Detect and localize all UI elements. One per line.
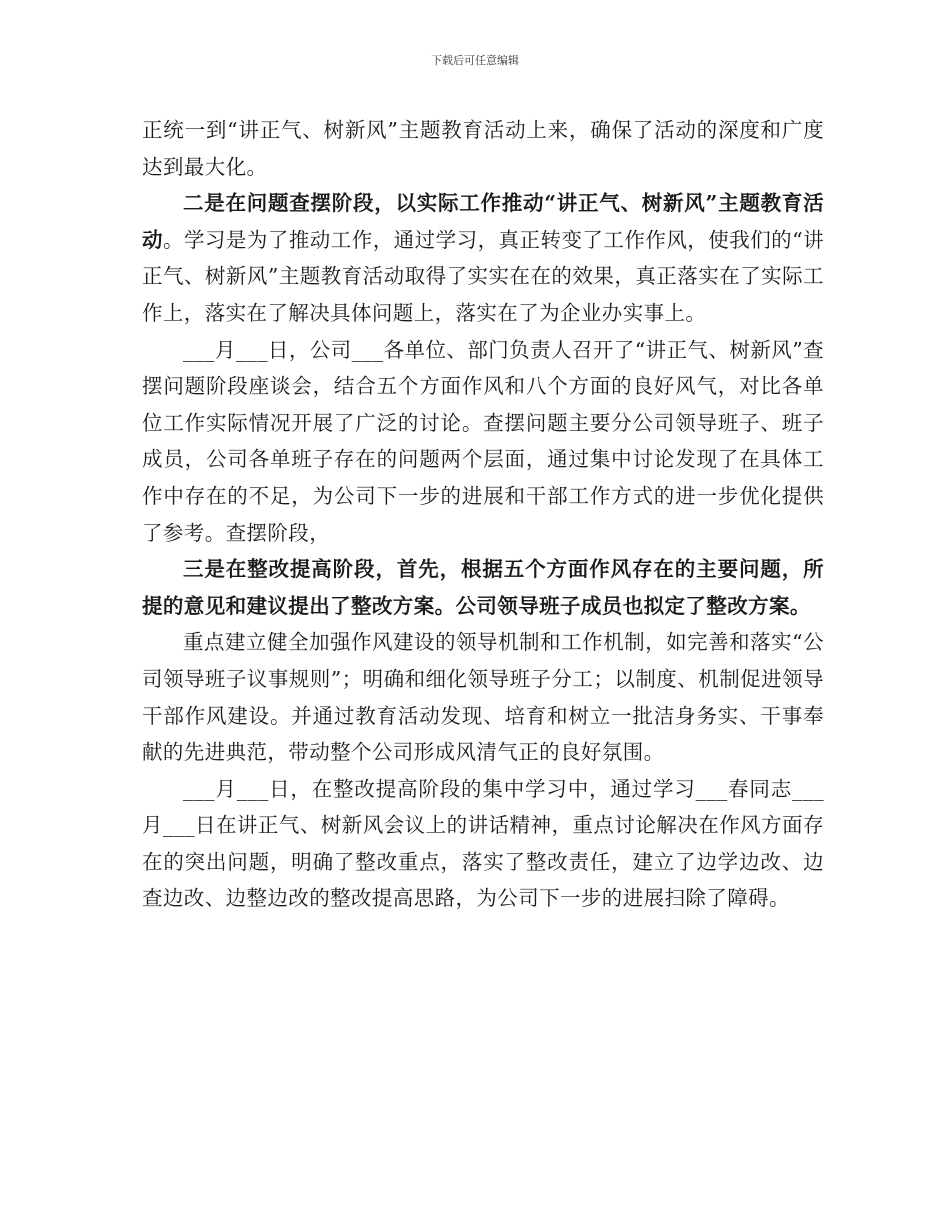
paragraph-2 xyxy=(142,185,824,331)
paragraph-text: 重点建立健全加强作风建设的领导机制和工作机制，如完善和落实“公司领导班子议事规则”；明确和细化领导班子分工；以制度、机制促进领导干部作风建设。并通过教育活动发现、培育和树立一批洁身务实、干事奉献的先进典范，带动整个公司形成风清气正的良好氛围。 xyxy=(142,630,824,765)
paragraph-text: 正统一到“讲正气、树新风”主题教育活动上来，确保了活动的深度和广度达到最大化。 xyxy=(142,118,824,179)
paragraph-5 xyxy=(142,624,824,770)
paragraph-text: ___月___日，公司___各单位、部门负责人召开了“讲正气、树新风”查摆问题阶段座谈会，结合五个方面作风和八个方面的良好风气，对比各单位工作实际情况开展了广泛的讨论。查摆问题主要分公司领导班子、班子成员，公司各单班子存在的问题两个层面，通过集中讨论发现了在具体工作中存在的不足，为公司下一步的进展和干部工作方式的进一步优化提供了参考。查摆阶段， xyxy=(142,337,824,545)
paragraph-text: 。学习是为了推动工作，通过学习，真正转变了工作作风，使我们的“讲正气、树新风”主题教育活动取得了实实在在的效果，真正落实在了实际工作上，落实在了解决具体问题上，落实在了为企业办实事上。 xyxy=(142,227,825,325)
paragraph-heading: 二是在问题查摆阶段，以实际工作推动“讲正气、树新风”主题教育活动 xyxy=(142,191,824,252)
paragraph-6 xyxy=(142,771,824,917)
paragraph-heading: 三是在整改提高阶段，首先，根据五个方面作风存在的主要问题，所提的意见和建议提出了整改方案。公司领导班子成员也拟定了整改方案。 xyxy=(142,557,824,618)
paragraph-text: ___月___日，在整改提高阶段的集中学习中，通过学习___春同志___月___日在讲正气、树新风会议上的讲话精神，重点讨论解决在作风方面存在的突出问题，明确了整改重点，落实了整改责任，建立了边学边改、边查边改、边整边改的整改提高思路，为公司下一步的进展扫除了障碍。 xyxy=(142,776,824,911)
paragraph-1 xyxy=(142,112,824,185)
header-note: 下载后可任意编辑 xyxy=(431,54,519,67)
paragraph-4 xyxy=(142,551,824,624)
paragraph-3 xyxy=(142,332,824,552)
document-body xyxy=(142,112,824,917)
